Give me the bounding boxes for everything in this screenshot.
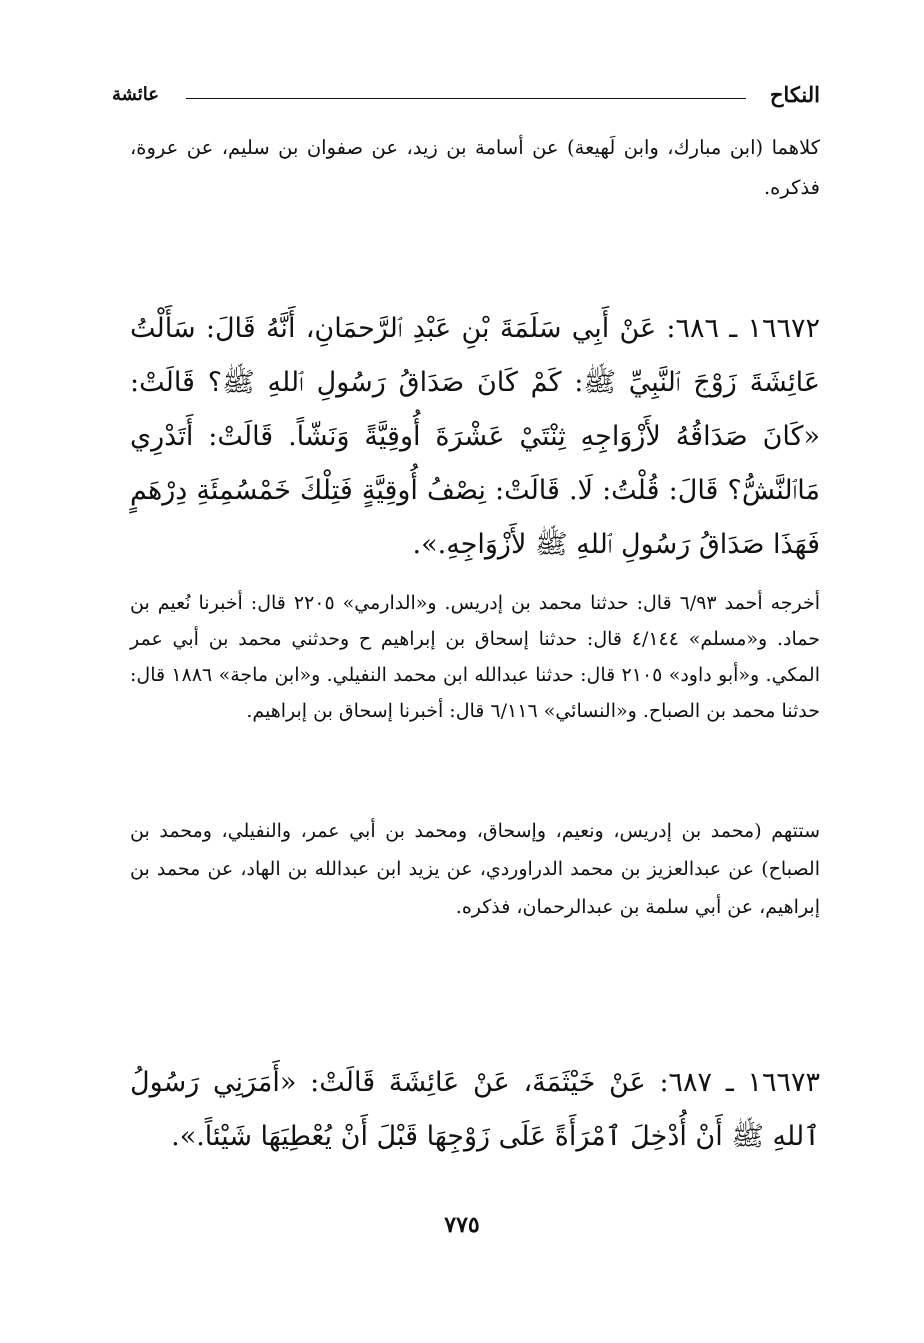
chain-paragraph-1: كلاهما (ابن مبارك، وابن لَهيعة) عن أسامة بن زيد، عن صفوان بن سليم، عن عروة، فذكره. xyxy=(130,136,820,199)
hadith-16672: ١٦٦٧٢ ـ ٦٨٦: عَنْ أَبِي سَلَمَةَ بْنِ عَبْدِ ٱلرَّحمَانِ، أَنَّهُ قَالَ: سَأَلْتُ عَائِشَةَ زَوْجَ ٱلنَّبِيِّ ﷺ: كَمْ كَانَ صَدَاقُ رَسُولِ ٱللهِ ﷺ؟ قَالَتْ: «كَانَ صَدَاقُهُ لأَزْوَاجِهِ ثِنْتَيْ عَشْرَةَ أُوقِيَّةً وَنَشّاً. قَالَتْ: أَتَدْرِي مَاٱلنَّشُّ؟ قَالَ: قُلْتُ: لَا. قَالَتْ: نِصْفُ أُوقِيَّةٍ فَتِلْكَ خَمْسُمِئَةِ دِرْهَمٍ فَهَذَا صَدَاقُ رَسُولِ ٱللهِ ﷺ لأَزْوَاجِهِ.». xyxy=(130,313,820,560)
section-name: عائشة xyxy=(112,84,159,105)
header-divider xyxy=(186,98,746,99)
running-header xyxy=(112,82,820,112)
chapter-title: النكاح xyxy=(769,82,820,107)
chain-paragraph-2: ستتهم (محمد بن إدريس، ونعيم، وإسحاق، ومحمد بن أبي عمر، والنفيلي، ومحمد بن الصباح) عن عبدالعزيز بن محمد الدراوردي، عن يزيد ابن عبدالله بن الهاد، عن محمد بن إبراهيم، عن أبي سلمة بن عبدالرحمان، فذكره. xyxy=(130,820,820,918)
takhrij-paragraph: أخرجه أحمد ٦/٩٣ قال: حدثنا محمد بن إدريس. و«الدارمي» ٢٢٠٥ قال: أخبرنا نُعيم بن حماد. و«مسلم» ٤/١٤٤ قال: حدثنا إسحاق بن إبراهيم ح وحدثني محمد بن أبي عمر المكي. و«أبو داود» ٢١٠٥ قال: حدثنا عبدالله ابن محمد النفيلي. و«ابن ماجة» ١٨٨٦ قال: حدثنا محمد بن الصباح. و«النسائي» ٦/١١٦ قال: أخبرنا إسحاق بن إبراهيم. xyxy=(130,592,821,722)
page-number-text: ٧٧٥ xyxy=(444,1212,480,1238)
page-number xyxy=(0,1212,924,1238)
hadith-16673: ١٦٦٧٣ ـ ٦٨٧: عَنْ خَيْثَمَةَ، عَنْ عَائِشَةَ قَالَتْ: «أَمَرَنِي رَسُولُ ٱللهِ ﷺ أَنْ أُدْخِلَ ٱمْرَأَةً عَلَى زَوْجِهَا قَبْلَ أَنْ يُعْطِيَهَا شَيْئاً.». xyxy=(130,1067,821,1152)
